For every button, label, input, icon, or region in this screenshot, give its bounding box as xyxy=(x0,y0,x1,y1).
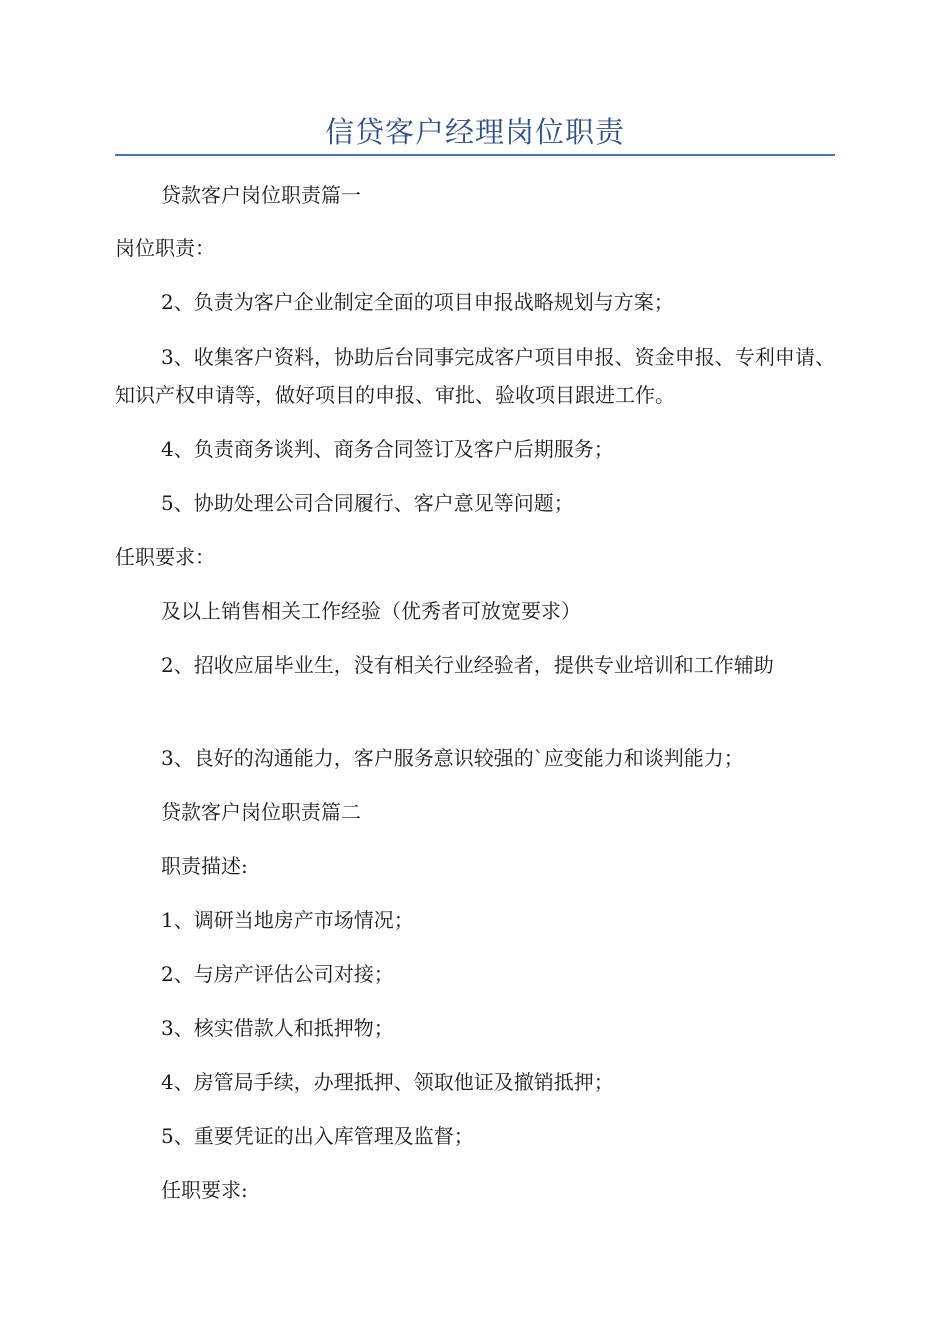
duty-item: 2、负责为客户企业制定全面的项目申报战略规划与方案； xyxy=(161,290,674,314)
requirement-item: 3、良好的沟通能力，客户服务意识较强的`应变能力和谈判能力； xyxy=(161,746,744,770)
duty-item: 5、协助处理公司合同履行、客户意见等问题； xyxy=(161,491,574,515)
description-item: 4、房管局手续，办理抵押、领取他证及撤销抵押； xyxy=(161,1070,614,1094)
title-underline xyxy=(115,154,835,156)
section-heading-2: 贷款客户岗位职责篇二 xyxy=(161,800,361,824)
page-title: 信贷客户经理岗位职责 xyxy=(324,115,625,149)
description-item: 2、与房产评估公司对接； xyxy=(161,962,394,986)
subheading-description: 职责描述: xyxy=(161,854,248,878)
duty-item: 3、收集客户资料，协助后台同事完成客户项目申报、资金申报、专利申请、知识产权申请等，做好项目的申报、审批、验收项目跟进工作。 xyxy=(115,345,835,407)
requirement-item: 及以上销售相关工作经验（优秀者可放宽要求） xyxy=(161,599,581,623)
duty-item: 4、负责商务谈判、商务合同签订及客户后期服务； xyxy=(161,437,614,461)
subheading-requirements: 任职要求： xyxy=(115,545,215,569)
subheading-duties: 岗位职责： xyxy=(115,236,215,260)
description-item: 5、重要凭证的出入库管理及监督； xyxy=(161,1124,474,1148)
requirement-item: 2、招收应届毕业生，没有相关行业经验者，提供专业培训和工作辅助 xyxy=(161,653,774,677)
description-item: 3、核实借款人和抵押物； xyxy=(161,1016,394,1040)
description-item: 1、调研当地房产市场情况； xyxy=(161,908,414,932)
section-heading-1: 贷款客户岗位职责篇一 xyxy=(161,183,361,207)
subheading-requirements-2: 任职要求: xyxy=(161,1178,248,1202)
